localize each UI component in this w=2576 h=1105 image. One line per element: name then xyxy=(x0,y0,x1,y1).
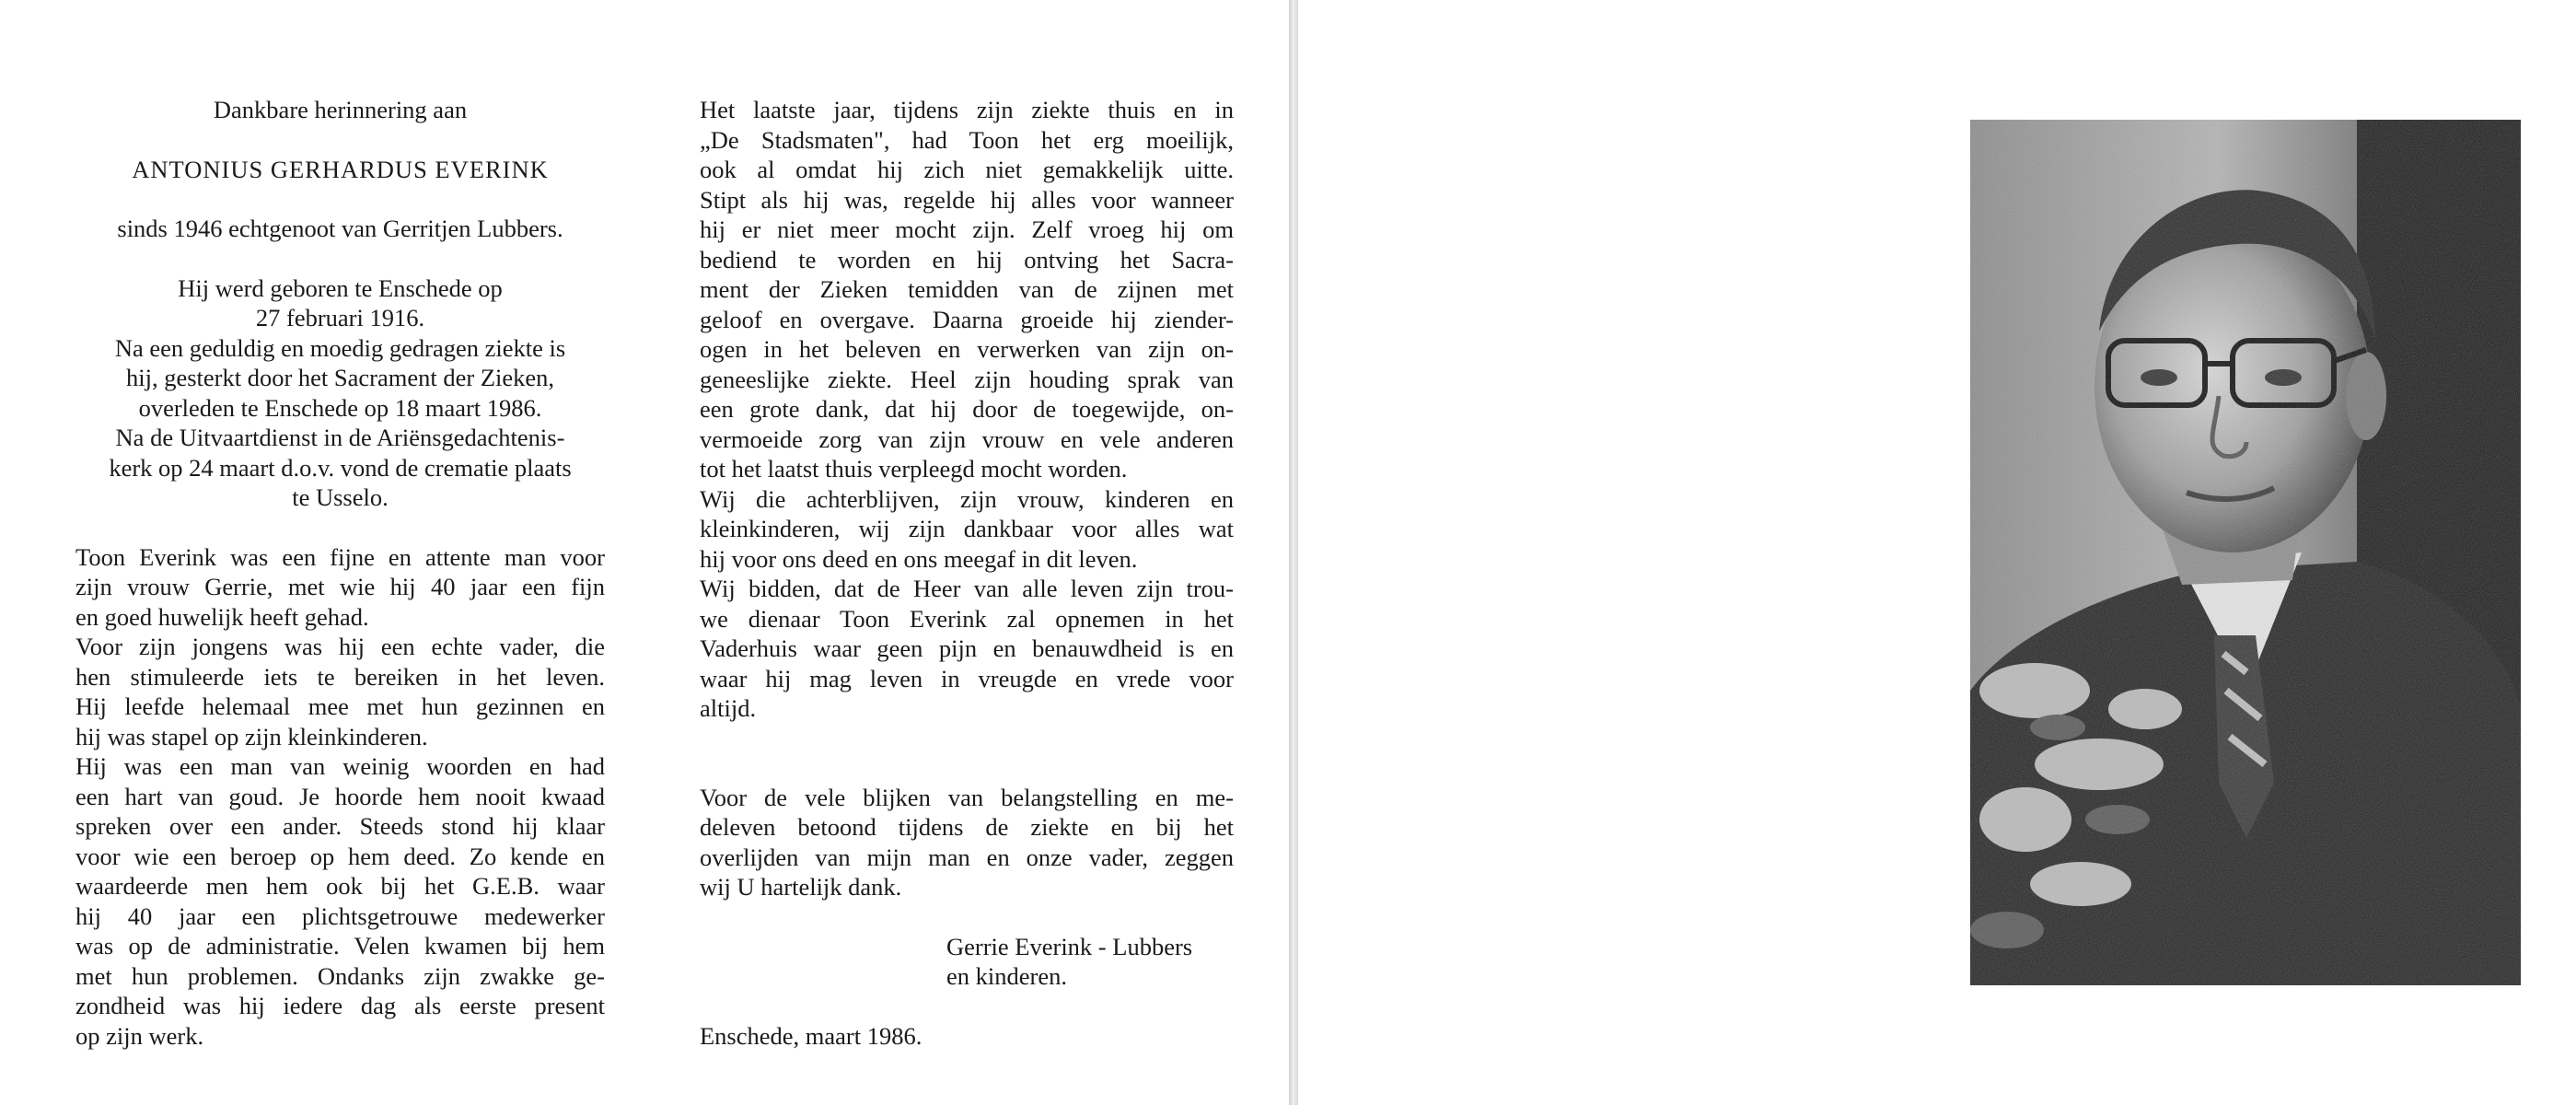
paragraph-line: spreken over een ander. Steeds stond hij klaar xyxy=(75,812,605,840)
paragraph-line: hij er niet meer mocht zijn. Zelf vroeg hij om xyxy=(700,215,1234,243)
paragraph-line: Stipt als hij was, regelde hij alles voor wanneer xyxy=(700,185,1234,214)
paragraph-line: Vaderhuis waar geen pijn en benauwdheid is en xyxy=(700,634,1234,662)
paragraph-line: tot het laatst thuis verpleegd mocht worden. xyxy=(700,455,1128,483)
tribute-paragraph xyxy=(75,542,605,1052)
paragraph-line: op zijn werk. xyxy=(75,1021,204,1050)
paragraph-line: geloof en overgave. Daarna groeide hij ziender- xyxy=(700,305,1234,333)
paragraph-line: vermoeide zorg van zijn vrouw en vele anderen xyxy=(700,425,1234,453)
paragraph-line: ment der Zieken temidden van de zijnen met xyxy=(700,275,1234,303)
paragraph-line: Wij die achterblijven, zijn vrouw, kinderen en xyxy=(700,484,1234,513)
paragraph-line: waar hij mag leven in vreugde en vrede voor xyxy=(700,664,1234,692)
paragraph-line: Hij was een man van weinig woorden en had xyxy=(75,752,605,780)
bio-line: overleden te Enschede op 18 maart 1986. xyxy=(138,393,542,422)
signature-line: Gerrie Everink - Lubbers xyxy=(946,932,1193,960)
paragraph-line: en goed huwelijk heeft gehad. xyxy=(75,602,369,631)
paragraph-line: hij voor ons deed en ons meegaf in dit leven. xyxy=(700,544,1138,573)
thanks-paragraph xyxy=(700,783,1234,902)
paragraph-line: hij 40 jaar een plichtsgetrouwe medewerker xyxy=(75,901,605,930)
bio-line: 27 februari 1916. xyxy=(255,304,425,332)
thanks-line: deleven betoond tijdens de ziekte en bij het xyxy=(700,813,1234,841)
paragraph-line: Hij leefde helemaal mee met hun gezinnen en xyxy=(75,692,605,720)
deceased-name: ANTONIUS GERHARDUS EVERINK xyxy=(132,155,549,183)
bio-line: Na de Uitvaartdienst in de Ariënsgedachtenis- xyxy=(115,424,565,451)
paragraph-line: zondheid was hij iedere dag als eerste present xyxy=(75,992,605,1019)
paragraph-line: Voor zijn jongens was hij een echte vader, die xyxy=(75,633,605,660)
signature-line: en kinderen. xyxy=(946,962,1067,990)
paragraph-line: een grote dank, dat hij door de toegewijde, on- xyxy=(700,395,1234,423)
paragraph-line: Toon Everink was een fijne en attente man voor xyxy=(75,542,605,571)
biography xyxy=(75,273,605,513)
paragraph-line: waardeerde men hem ook bij het G.E.B. waar xyxy=(75,872,605,900)
paragraph-line: hen stimuleerde iets te bereiken in het leven. xyxy=(75,662,605,691)
paragraph-line: „De Stadsmaten", had Toon het erg moeilijk, xyxy=(700,125,1234,154)
text-column-right xyxy=(700,95,1234,1051)
thanks-line: Voor de vele blijken van belangstelling en me- xyxy=(700,783,1234,811)
paragraph-line: was op de administratie. Velen kwamen bij hem xyxy=(75,932,605,960)
paragraph-line: zijn vrouw Gerrie, met wie hij 40 jaar een fijn xyxy=(75,573,605,600)
signature xyxy=(946,932,1234,992)
paragraph-line: hij was stapel op zijn kleinkinderen. xyxy=(75,722,428,750)
bio-line: te Usselo. xyxy=(292,483,389,511)
heading: Dankbare herinnering aan xyxy=(213,96,468,123)
paragraph-line: we dienaar Toon Everink zal opnemen in het xyxy=(700,604,1234,633)
portrait-photo xyxy=(1970,120,2521,985)
paragraph-line: geneeslijke ziekte. Heel zijn houding sprak van xyxy=(700,365,1234,393)
thanks-line: wij U hartelijk dank. xyxy=(700,873,902,901)
bio-line: kerk op 24 maart d.o.v. vond de crematie plaats xyxy=(109,453,572,482)
paragraph-line: bediend te worden en hij ontving het Sacra- xyxy=(700,245,1234,273)
thanks-line: overlijden van mijn man en onze vader, zeggen xyxy=(700,843,1234,871)
paragraph-line: ook al omdat hij zich niet gemakkelijk uitte. xyxy=(700,156,1234,183)
bio-line: Na een geduldig en moedig gedragen ziekte is xyxy=(114,333,566,362)
tribute-paragraph-continued xyxy=(700,95,1234,724)
card-fold xyxy=(1289,0,1298,1105)
bio-line: Hij werd geboren te Enschede op xyxy=(178,273,503,302)
paragraph-line: kleinkinderen, wij zijn dankbaar voor alles wat xyxy=(700,515,1234,542)
paragraph-line: met hun problemen. Ondanks zijn zwakke ge- xyxy=(75,961,605,990)
paragraph-line: ogen in het beleven en verwerken van zijn on- xyxy=(700,335,1234,363)
paragraph-line: voor wie een beroep op hem deed. Zo kende en xyxy=(75,842,605,870)
paragraph-line: altijd. xyxy=(700,694,757,722)
paragraph-line: Wij bidden, dat de Heer van alle leven zijn trou- xyxy=(700,575,1234,602)
paragraph-line: Het laatste jaar, tijdens zijn ziekte thuis en in xyxy=(700,96,1234,123)
spouse-line: sinds 1946 echtgenoot van Gerritjen Lubbers. xyxy=(117,215,563,242)
place-date: Enschede, maart 1986. xyxy=(700,1021,922,1050)
paragraph-line: een hart van goud. Je hoorde hem nooit kwaad xyxy=(75,782,605,810)
text-column-left xyxy=(75,95,605,1051)
bio-line: hij, gesterkt door het Sacrament der Zieken, xyxy=(125,364,555,391)
